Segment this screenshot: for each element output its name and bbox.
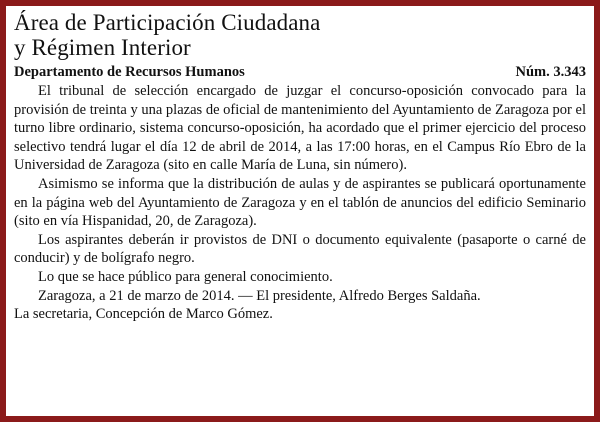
paragraph-tribunal: El tribunal de selección encargado de juzgar el concurso-oposición convocado para la provisión de treinta y una plazas de oficial de mantenimiento del Ayuntamiento de Zaragoza por el turno libre ordinario, sistema concurso-oposición, ha acordado que el primer ejercicio del proceso selectivo tendrá lugar el día 12 de abril de 2014, a las 17:00 horas, en el Campus Río Ebro de la Universidad de Zaragoza (sito en calle María de Luna, sin número). bbox=[14, 83, 586, 174]
title-line-2: y Régimen Interior bbox=[14, 35, 191, 60]
paragraph-public-notice: Lo que se hace público para general conocimiento. bbox=[38, 268, 333, 285]
paragraph-distribution: Asimismo se informa que la distribución de aulas y de aspirantes se publicará oportunamente en la página web del Ayuntamiento de Zaragoza y en el tablón de anuncios del edificio Seminario (sito en vía Hispanidad, 20, de Zaragoza). bbox=[14, 175, 586, 230]
body-text bbox=[14, 82, 586, 324]
department-name: Departamento de Recursos Humanos bbox=[14, 64, 245, 80]
section-title bbox=[14, 10, 586, 60]
department-line bbox=[14, 63, 586, 81]
announcement-number: Núm. 3.343 bbox=[515, 64, 586, 80]
paragraph-signature-president: Zaragoza, a 21 de marzo de 2014. — El presidente, Alfredo Berges Saldaña. bbox=[38, 287, 481, 304]
announcement bbox=[14, 10, 586, 324]
paragraph-requirements: Los aspirantes deberán ir provistos de DNI o documento equivalente (pasaporte o carné de conducir) y de bolígrafo negro. bbox=[14, 231, 586, 267]
title-line-1: Área de Participación Ciudadana bbox=[14, 10, 321, 35]
paragraph-signature-secretary: La secretaria, Concepción de Marco Gómez. bbox=[14, 306, 273, 323]
